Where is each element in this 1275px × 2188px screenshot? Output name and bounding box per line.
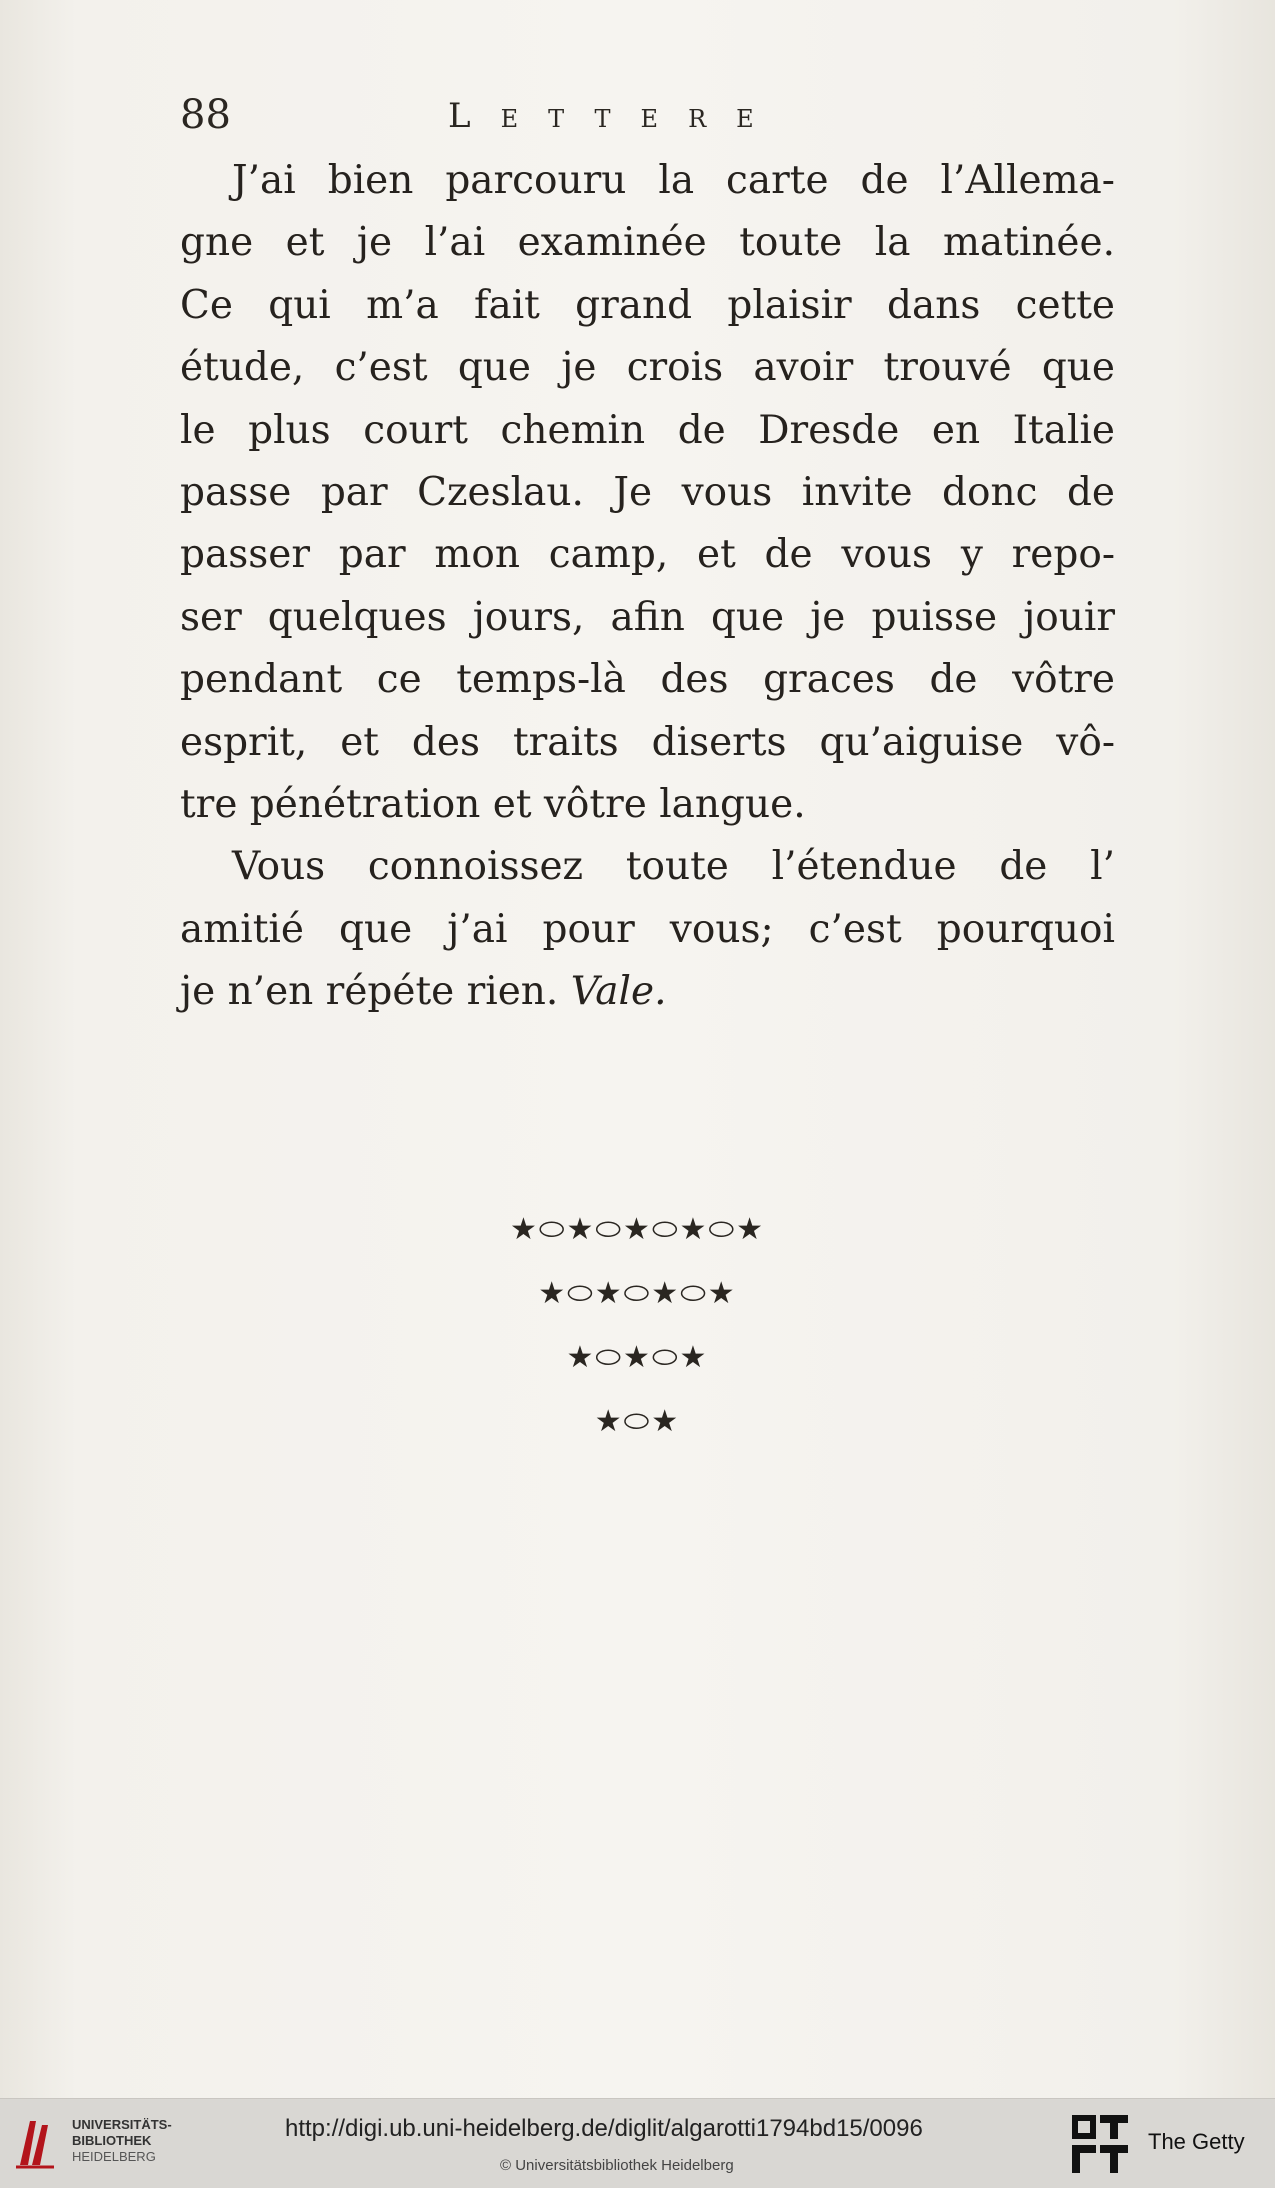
ornament-row: ★⬭★⬭★⬭★⬭★ bbox=[510, 1212, 765, 1247]
copyright-notice: © Universitätsbibliothek Heidelberg bbox=[500, 2157, 734, 2174]
ornament-tailpiece bbox=[0, 1212, 1275, 1468]
ornament-row: ★⬭★ bbox=[594, 1404, 681, 1439]
text-line: le plus court chemin de Dresde en Italie bbox=[180, 407, 1115, 453]
viewer-footer bbox=[0, 2098, 1275, 2188]
text-line: passer par mon camp, et de vous y repo- bbox=[180, 532, 1115, 578]
closing-text: je n’en répéte rien. bbox=[180, 969, 559, 1015]
text-line: pendant ce temps-là des graces de vôtre bbox=[180, 657, 1115, 703]
library-name bbox=[72, 2117, 172, 2165]
text-line: amitié que j’ai pour vous; c’est pourquoi bbox=[180, 906, 1115, 952]
ornament-row: ★⬭★⬭★ bbox=[566, 1340, 709, 1375]
text-line: Vous connoissez toute l’étendue de l’ bbox=[232, 844, 1115, 890]
library-logo-icon bbox=[14, 2115, 56, 2171]
library-name-line: BIBLIOTHEK bbox=[72, 2133, 152, 2148]
getty-logo-icon bbox=[1070, 2113, 1130, 2175]
text-line: étude, c’est que je crois avoir trouvé que bbox=[180, 345, 1115, 391]
letter-text bbox=[180, 150, 1115, 1023]
text-line: Ce qui m’a fait grand plaisir dans cette bbox=[180, 282, 1115, 328]
library-name-line: UNIVERSITÄTS- bbox=[72, 2117, 172, 2132]
running-title: Lettere bbox=[448, 96, 784, 136]
page-number: 88 bbox=[180, 92, 231, 138]
text-line: esprit, et des traits diserts qu’aiguise vô- bbox=[180, 719, 1115, 765]
ornament-row: ★⬭★⬭★⬭★ bbox=[538, 1276, 737, 1311]
text-line: J’ai bien parcouru la carte de l’Allema- bbox=[232, 158, 1115, 203]
permalink-url[interactable]: http://digi.ub.uni-heidelberg.de/diglit/algarotti1794bd15/0096 bbox=[285, 2115, 923, 2142]
text-line: passe par Czeslau. Je vous invite donc de bbox=[180, 469, 1115, 515]
signoff-word: Vale. bbox=[570, 969, 667, 1015]
running-head bbox=[180, 92, 1125, 152]
library-name-line: HEIDELBERG bbox=[72, 2149, 156, 2164]
text-line: gne et je l’ai examinée toute la matinée. bbox=[180, 220, 1115, 266]
partner-name: The Getty bbox=[1148, 2129, 1245, 2154]
text-line: tre pénétration et vôtre langue. bbox=[180, 781, 806, 827]
closing-line bbox=[180, 961, 1115, 1023]
text-line: ser quelques jours, afin que je puisse jouir bbox=[180, 594, 1115, 640]
